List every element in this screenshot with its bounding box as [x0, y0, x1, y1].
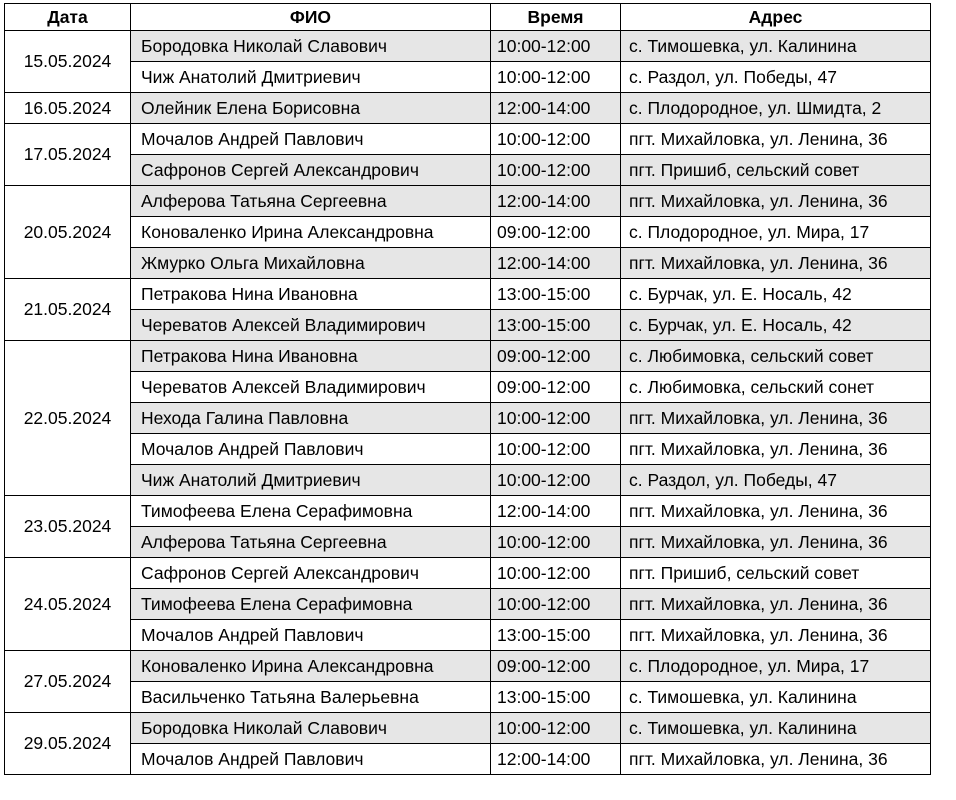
table-row — [5, 186, 931, 217]
fio-cell: Петракова Нина Ивановна — [131, 279, 491, 310]
fio-cell: Бородовка Николай Славович — [131, 713, 491, 744]
address-cell: пгт. Михайловка, ул. Ленина, 36 — [621, 186, 931, 217]
fio-cell: Мочалов Андрей Павлович — [131, 434, 491, 465]
time-cell: 09:00-12:00 — [491, 217, 621, 248]
time-cell: 10:00-12:00 — [491, 155, 621, 186]
fio-cell: Сафронов Сергей Александрович — [131, 155, 491, 186]
address-cell: с. Любимовка, сельский сонет — [621, 372, 931, 403]
address-cell: пгт. Михайловка, ул. Ленина, 36 — [621, 403, 931, 434]
header-date: Дата — [5, 4, 131, 31]
table-row — [5, 62, 931, 93]
address-cell: пгт. Михайловка, ул. Ленина, 36 — [621, 744, 931, 775]
date-cell: 15.05.2024 — [5, 31, 131, 93]
address-cell: пгт. Михайловка, ул. Ленина, 36 — [621, 248, 931, 279]
time-cell: 09:00-12:00 — [491, 651, 621, 682]
table-row — [5, 496, 931, 527]
table-row — [5, 620, 931, 651]
fio-cell: Бородовка Николай Славович — [131, 31, 491, 62]
fio-cell: Коноваленко Ирина Александровна — [131, 217, 491, 248]
table-row — [5, 93, 931, 124]
fio-cell: Мочалов Андрей Павлович — [131, 620, 491, 651]
fio-cell: Тимофеева Елена Серафимовна — [131, 589, 491, 620]
time-cell: 10:00-12:00 — [491, 558, 621, 589]
time-cell: 10:00-12:00 — [491, 589, 621, 620]
table-row — [5, 248, 931, 279]
table-row — [5, 403, 931, 434]
address-cell: с. Любимовка, сельский совет — [621, 341, 931, 372]
fio-cell: Васильченко Татьяна Валерьевна — [131, 682, 491, 713]
fio-cell: Мочалов Андрей Павлович — [131, 124, 491, 155]
table-row — [5, 434, 931, 465]
table-row — [5, 341, 931, 372]
address-cell: пгт. Михайловка, ул. Ленина, 36 — [621, 124, 931, 155]
time-cell: 09:00-12:00 — [491, 341, 621, 372]
time-cell: 13:00-15:00 — [491, 682, 621, 713]
table-row — [5, 31, 931, 62]
fio-cell: Чиж Анатолий Дмитриевич — [131, 62, 491, 93]
time-cell: 12:00-14:00 — [491, 496, 621, 527]
time-cell: 13:00-15:00 — [491, 279, 621, 310]
schedule-table — [4, 3, 931, 775]
table-row — [5, 465, 931, 496]
time-cell: 10:00-12:00 — [491, 403, 621, 434]
fio-cell: Мочалов Андрей Павлович — [131, 744, 491, 775]
table-row — [5, 713, 931, 744]
header-time: Время — [491, 4, 621, 31]
address-cell: с. Плодородное, ул. Шмидта, 2 — [621, 93, 931, 124]
date-cell: 23.05.2024 — [5, 496, 131, 558]
address-cell: с. Плодородное, ул. Мира, 17 — [621, 217, 931, 248]
address-cell: пгт. Михайловка, ул. Ленина, 36 — [621, 527, 931, 558]
date-cell: 29.05.2024 — [5, 713, 131, 775]
fio-cell: Нехода Галина Павловна — [131, 403, 491, 434]
fio-cell: Олейник Елена Борисовна — [131, 93, 491, 124]
address-cell: с. Плодородное, ул. Мира, 17 — [621, 651, 931, 682]
date-cell: 21.05.2024 — [5, 279, 131, 341]
time-cell: 12:00-14:00 — [491, 93, 621, 124]
date-cell: 27.05.2024 — [5, 651, 131, 713]
fio-cell: Череватов Алексей Владимирович — [131, 372, 491, 403]
time-cell: 12:00-14:00 — [491, 248, 621, 279]
fio-cell: Жмурко Ольга Михайловна — [131, 248, 491, 279]
table-row — [5, 651, 931, 682]
time-cell: 09:00-12:00 — [491, 372, 621, 403]
fio-cell: Алферова Татьяна Сергеевна — [131, 527, 491, 558]
header-row — [5, 4, 931, 31]
table-row — [5, 155, 931, 186]
table-row — [5, 217, 931, 248]
address-cell: с. Тимошевка, ул. Калинина — [621, 713, 931, 744]
address-cell: пгт. Пришиб, сельский совет — [621, 558, 931, 589]
fio-cell: Чиж Анатолий Дмитриевич — [131, 465, 491, 496]
address-cell: пгт. Михайловка, ул. Ленина, 36 — [621, 496, 931, 527]
address-cell: с. Бурчак, ул. Е. Носаль, 42 — [621, 279, 931, 310]
fio-cell: Сафронов Сергей Александрович — [131, 558, 491, 589]
table-row — [5, 682, 931, 713]
address-cell: пгт. Михайловка, ул. Ленина, 36 — [621, 434, 931, 465]
time-cell: 10:00-12:00 — [491, 465, 621, 496]
time-cell: 12:00-14:00 — [491, 186, 621, 217]
address-cell: пгт. Пришиб, сельский совет — [621, 155, 931, 186]
time-cell: 10:00-12:00 — [491, 434, 621, 465]
fio-cell: Коноваленко Ирина Александровна — [131, 651, 491, 682]
address-cell: с. Тимошевка, ул. Калинина — [621, 31, 931, 62]
address-cell: с. Тимошевка, ул. Калинина — [621, 682, 931, 713]
fio-cell: Алферова Татьяна Сергеевна — [131, 186, 491, 217]
address-cell: пгт. Михайловка, ул. Ленина, 36 — [621, 620, 931, 651]
table-row — [5, 124, 931, 155]
table-row — [5, 744, 931, 775]
table-row — [5, 558, 931, 589]
fio-cell: Череватов Алексей Владимирович — [131, 310, 491, 341]
address-cell: с. Бурчак, ул. Е. Носаль, 42 — [621, 310, 931, 341]
address-cell: с. Раздол, ул. Победы, 47 — [621, 465, 931, 496]
table-row — [5, 527, 931, 558]
time-cell: 10:00-12:00 — [491, 31, 621, 62]
time-cell: 10:00-12:00 — [491, 713, 621, 744]
address-cell: пгт. Михайловка, ул. Ленина, 36 — [621, 589, 931, 620]
time-cell: 10:00-12:00 — [491, 124, 621, 155]
fio-cell: Петракова Нина Ивановна — [131, 341, 491, 372]
time-cell: 12:00-14:00 — [491, 744, 621, 775]
date-cell: 20.05.2024 — [5, 186, 131, 279]
table-row — [5, 589, 931, 620]
address-cell: с. Раздол, ул. Победы, 47 — [621, 62, 931, 93]
date-cell: 17.05.2024 — [5, 124, 131, 186]
time-cell: 10:00-12:00 — [491, 62, 621, 93]
time-cell: 13:00-15:00 — [491, 310, 621, 341]
table-row — [5, 372, 931, 403]
header-address: Адрес — [621, 4, 931, 31]
table-row — [5, 279, 931, 310]
fio-cell: Тимофеева Елена Серафимовна — [131, 496, 491, 527]
table-row — [5, 310, 931, 341]
table-body — [5, 31, 931, 775]
time-cell: 10:00-12:00 — [491, 527, 621, 558]
header-fio: ФИО — [131, 4, 491, 31]
date-cell: 22.05.2024 — [5, 341, 131, 496]
date-cell: 24.05.2024 — [5, 558, 131, 651]
time-cell: 13:00-15:00 — [491, 620, 621, 651]
table-header — [5, 4, 931, 31]
date-cell: 16.05.2024 — [5, 93, 131, 124]
